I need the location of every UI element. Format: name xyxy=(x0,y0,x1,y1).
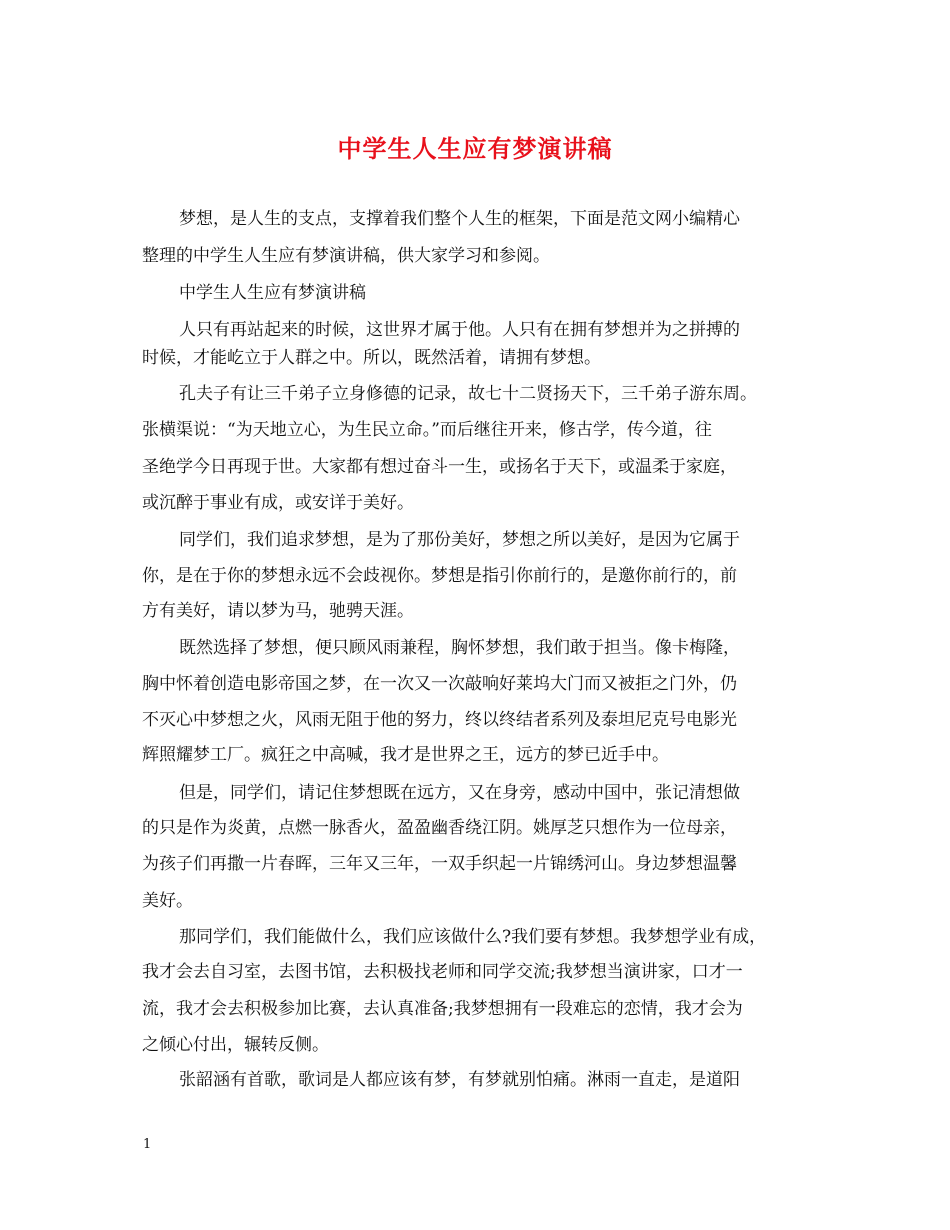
body-line: 孔夫子有让三千弟子立身修德的记录，故七十二贤扬天下，三千弟子游东周。 xyxy=(179,384,757,404)
section-heading: 中学生人生应有梦演讲稿 xyxy=(179,283,366,303)
body-line: 整理的中学生人生应有梦演讲稿，供大家学习和参阅。 xyxy=(142,246,550,266)
body-line: 圣绝学今日再现于世。大家都有想过奋斗一生，或扬名于天下，或温柔于家庭， xyxy=(142,457,737,477)
body-line: 我才会去自习室，去图书馆，去积极找老师和同学交流;我梦想当演讲家，口才一 xyxy=(142,962,743,982)
body-line: 但是，同学们，请记住梦想既在远方，又在身旁，感动中国中，张记清想做 xyxy=(179,783,740,803)
body-line: 同学们，我们追求梦想，是为了那份美好，梦想之所以美好，是因为它属于 xyxy=(179,530,740,550)
body-line: 辉照耀梦工厂。疯狂之中高喊，我才是世界之王，远方的梦已近手中。 xyxy=(142,745,669,765)
body-line: 流，我才会去积极参加比赛，去认真准备;我梦想拥有一段难忘的恋情，我才会为 xyxy=(142,999,743,1019)
body-line: 人只有再站起来的时候，这世界才属于他。人只有在拥有梦想并为之拼搏的 xyxy=(179,320,740,340)
body-line: 时候，才能屹立于人群之中。所以，既然活着，请拥有梦想。 xyxy=(142,348,601,368)
body-line: 那同学们，我们能做什么，我们应该做什么?我们要有梦想。我梦想学业有成， xyxy=(179,927,767,947)
body-line: 张横渠说：“为天地立心，为生民立命。”而后继往开来，修古学，传今道，往 xyxy=(142,420,712,440)
body-line: 为孩子们再撒一片春晖，三年又三年，一双手织起一片锦绣河山。身边梦想温馨 xyxy=(142,854,737,874)
body-line: 之倾心付出，辗转反侧。 xyxy=(142,1035,329,1055)
body-line: 美好。 xyxy=(142,891,193,911)
body-line: 梦想，是人生的支点，支撑着我们整个人生的框架，下面是范文网小编精心 xyxy=(179,209,740,229)
body-line: 的只是作为炎黄，点燃一脉香火，盈盈幽香绕江阴。姚厚芝只想作为一位母亲， xyxy=(142,818,737,838)
body-line: 方有美好，请以梦为马，驰骋天涯。 xyxy=(142,601,414,621)
page-number: 1 xyxy=(143,1137,152,1152)
body-line: 既然选择了梦想，便只顾风雨兼程，胸怀梦想，我们敢于担当。像卡梅隆， xyxy=(179,638,740,658)
body-line: 胸中怀着创造电影帝国之梦，在一次又一次敲响好莱坞大门而又被拒之门外，仍 xyxy=(142,674,737,694)
document-title: 中学生人生应有梦演讲稿 xyxy=(337,134,613,163)
body-line: 张韶涵有首歌，歌词是人都应该有梦，有梦就别怕痛。淋雨一直走，是道阳 xyxy=(179,1070,740,1090)
body-line: 不灭心中梦想之火，风雨无阻于他的努力，终以终结者系列及泰坦尼克号电影光 xyxy=(142,710,737,730)
body-line: 或沉醉于事业有成，或安详于美好。 xyxy=(142,493,414,513)
body-line: 你，是在于你的梦想永远不会歧视你。梦想是指引你前行的，是邀你前行的，前 xyxy=(142,566,737,586)
